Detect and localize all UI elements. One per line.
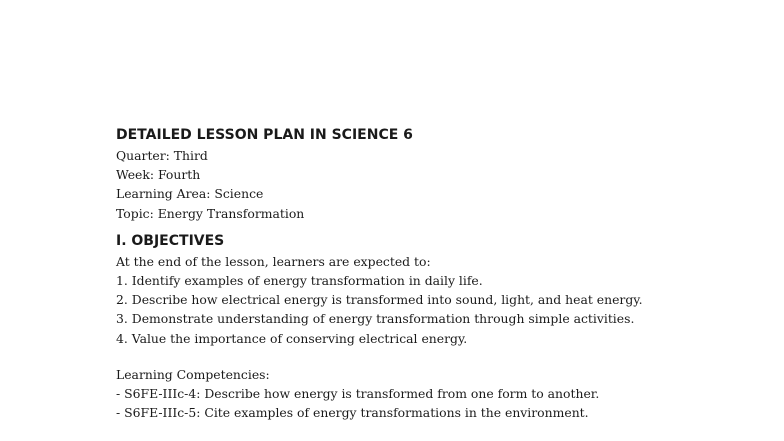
objectives-heading: I. OBJECTIVES — [116, 232, 225, 249]
meta-learning-area: Learning Area: Science — [116, 186, 264, 202]
objective-item: 4. Value the importance of conserving electrical energy. — [116, 330, 468, 346]
competencies-section — [116, 365, 756, 423]
objective-item: 1. Identify examples of energy transformation in daily life. — [116, 273, 483, 289]
competencies-heading: Learning Competencies: — [116, 366, 270, 382]
meta-topic: Topic: Energy Transformation — [116, 205, 305, 221]
document-title: DETAILED LESSON PLAN IN SCIENCE 6 — [116, 127, 413, 143]
lesson-meta — [116, 146, 756, 223]
paragraph-spacer — [116, 348, 756, 365]
competency-item: - S6FE-IIIc-5: Cite examples of energy transformations in the environment. — [116, 405, 589, 421]
objective-item: 3. Demonstrate understanding of energy transformation through simple activities. — [116, 311, 635, 327]
competency-item: - S6FE-IIIc-4: Describe how energy is transformed from one form to another. — [116, 386, 600, 402]
objective-item: 2. Describe how electrical energy is transformed into sound, light, and heat energy. — [116, 292, 643, 308]
meta-week: Week: Fourth — [116, 167, 201, 183]
document-body — [116, 125, 756, 422]
meta-quarter: Quarter: Third — [116, 148, 208, 163]
objectives-section — [116, 252, 756, 348]
objectives-intro: At the end of the lesson, learners are expected to: — [116, 253, 431, 269]
